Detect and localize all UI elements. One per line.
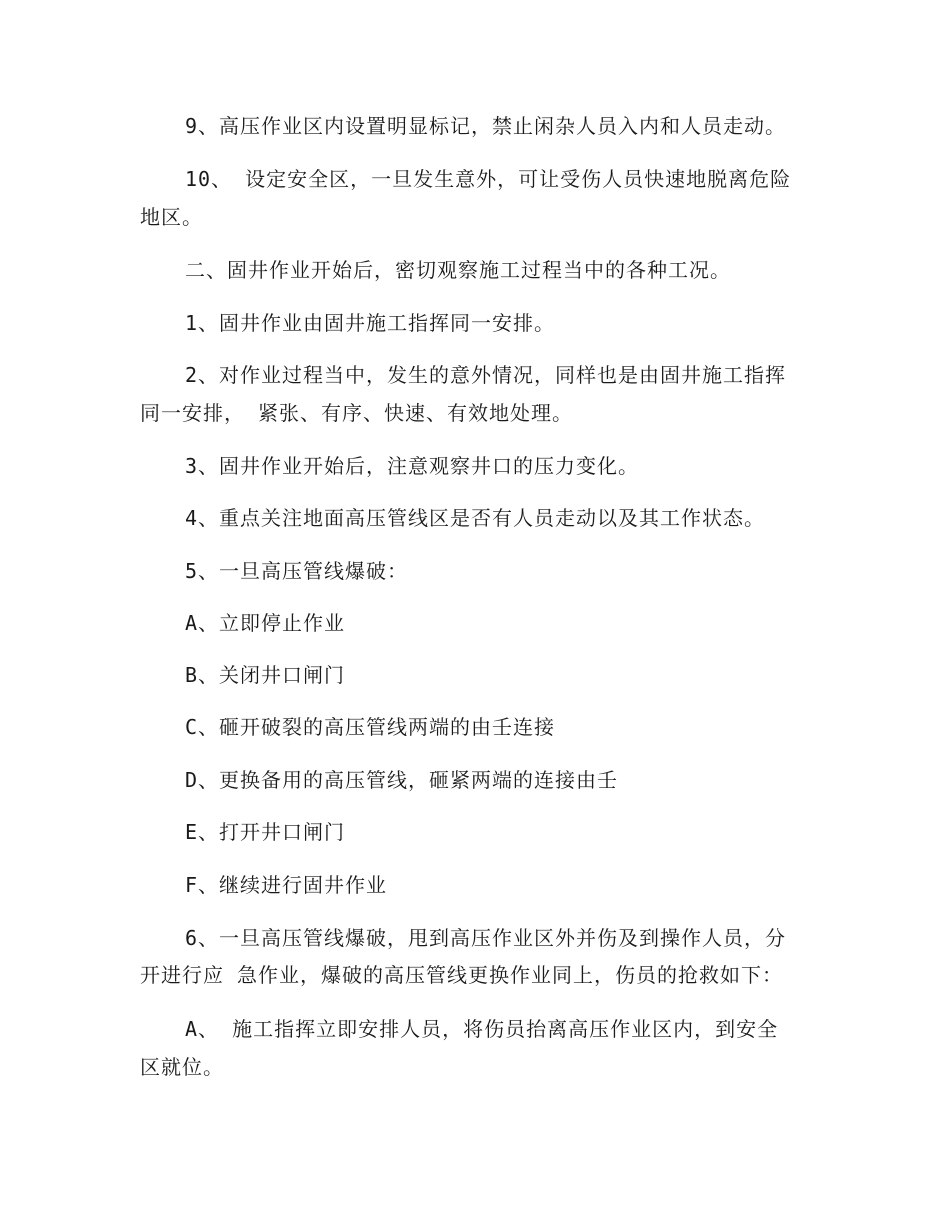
sub-item-b: B、关闭井口闸门 <box>185 663 346 687</box>
paragraph-item-3: 3、固井作业开始后，注意观察井口的压力变化。 <box>185 454 640 478</box>
rescue-item-a-line-2: 区就位。 <box>140 1055 224 1079</box>
paragraph-item-1: 1、固井作业由固井施工指挥同一安排。 <box>185 311 556 335</box>
sub-item-d: D、更换备用的高压管线，砸紧两端的连接由壬 <box>185 768 619 792</box>
paragraph-item-6-line-2: 开进行应 急作业，爆破的高压管线更换作业同上，伤员的抢救如下： <box>140 963 784 987</box>
rescue-item-a-line-1: A、 施工指挥立即安排人员，将伤员抬离高压作业区内，到安全 <box>185 1017 779 1041</box>
section-heading-2: 二、固井作业开始后，密切观察施工过程当中的各种工况。 <box>185 258 731 282</box>
paragraph-item-9: 9、高压作业区内设置明显标记，禁止闲杂人员入内和人员走动。 <box>185 114 787 138</box>
paragraph-item-5: 5、一旦高压管线爆破： <box>185 559 409 583</box>
sub-item-e: E、打开井口闸门 <box>185 820 346 844</box>
sub-item-f: F、继续进行固井作业 <box>185 873 388 897</box>
paragraph-item-10-line-2: 地区。 <box>140 205 203 229</box>
paragraph-item-10-line-1: 10、 设定安全区，一旦发生意外，可让受伤人员快速地脱离危险 <box>185 167 792 191</box>
paragraph-item-2-line-1: 2、对作业过程当中，发生的意外情况，同样也是由固井施工指挥 <box>185 363 787 387</box>
sub-item-c: C、砸开破裂的高压管线两端的由壬连接 <box>185 715 556 739</box>
paragraph-item-4: 4、重点关注地面高压管线区是否有人员走动以及其工作状态。 <box>185 506 766 530</box>
sub-item-a: A、立即停止作业 <box>185 611 346 635</box>
paragraph-item-6-line-1: 6、一旦高压管线爆破，甩到高压作业区外并伤及到操作人员，分 <box>185 926 787 950</box>
paragraph-item-2-line-2: 同一安排， 紧张、有序、快速、有效地处理。 <box>140 401 574 425</box>
